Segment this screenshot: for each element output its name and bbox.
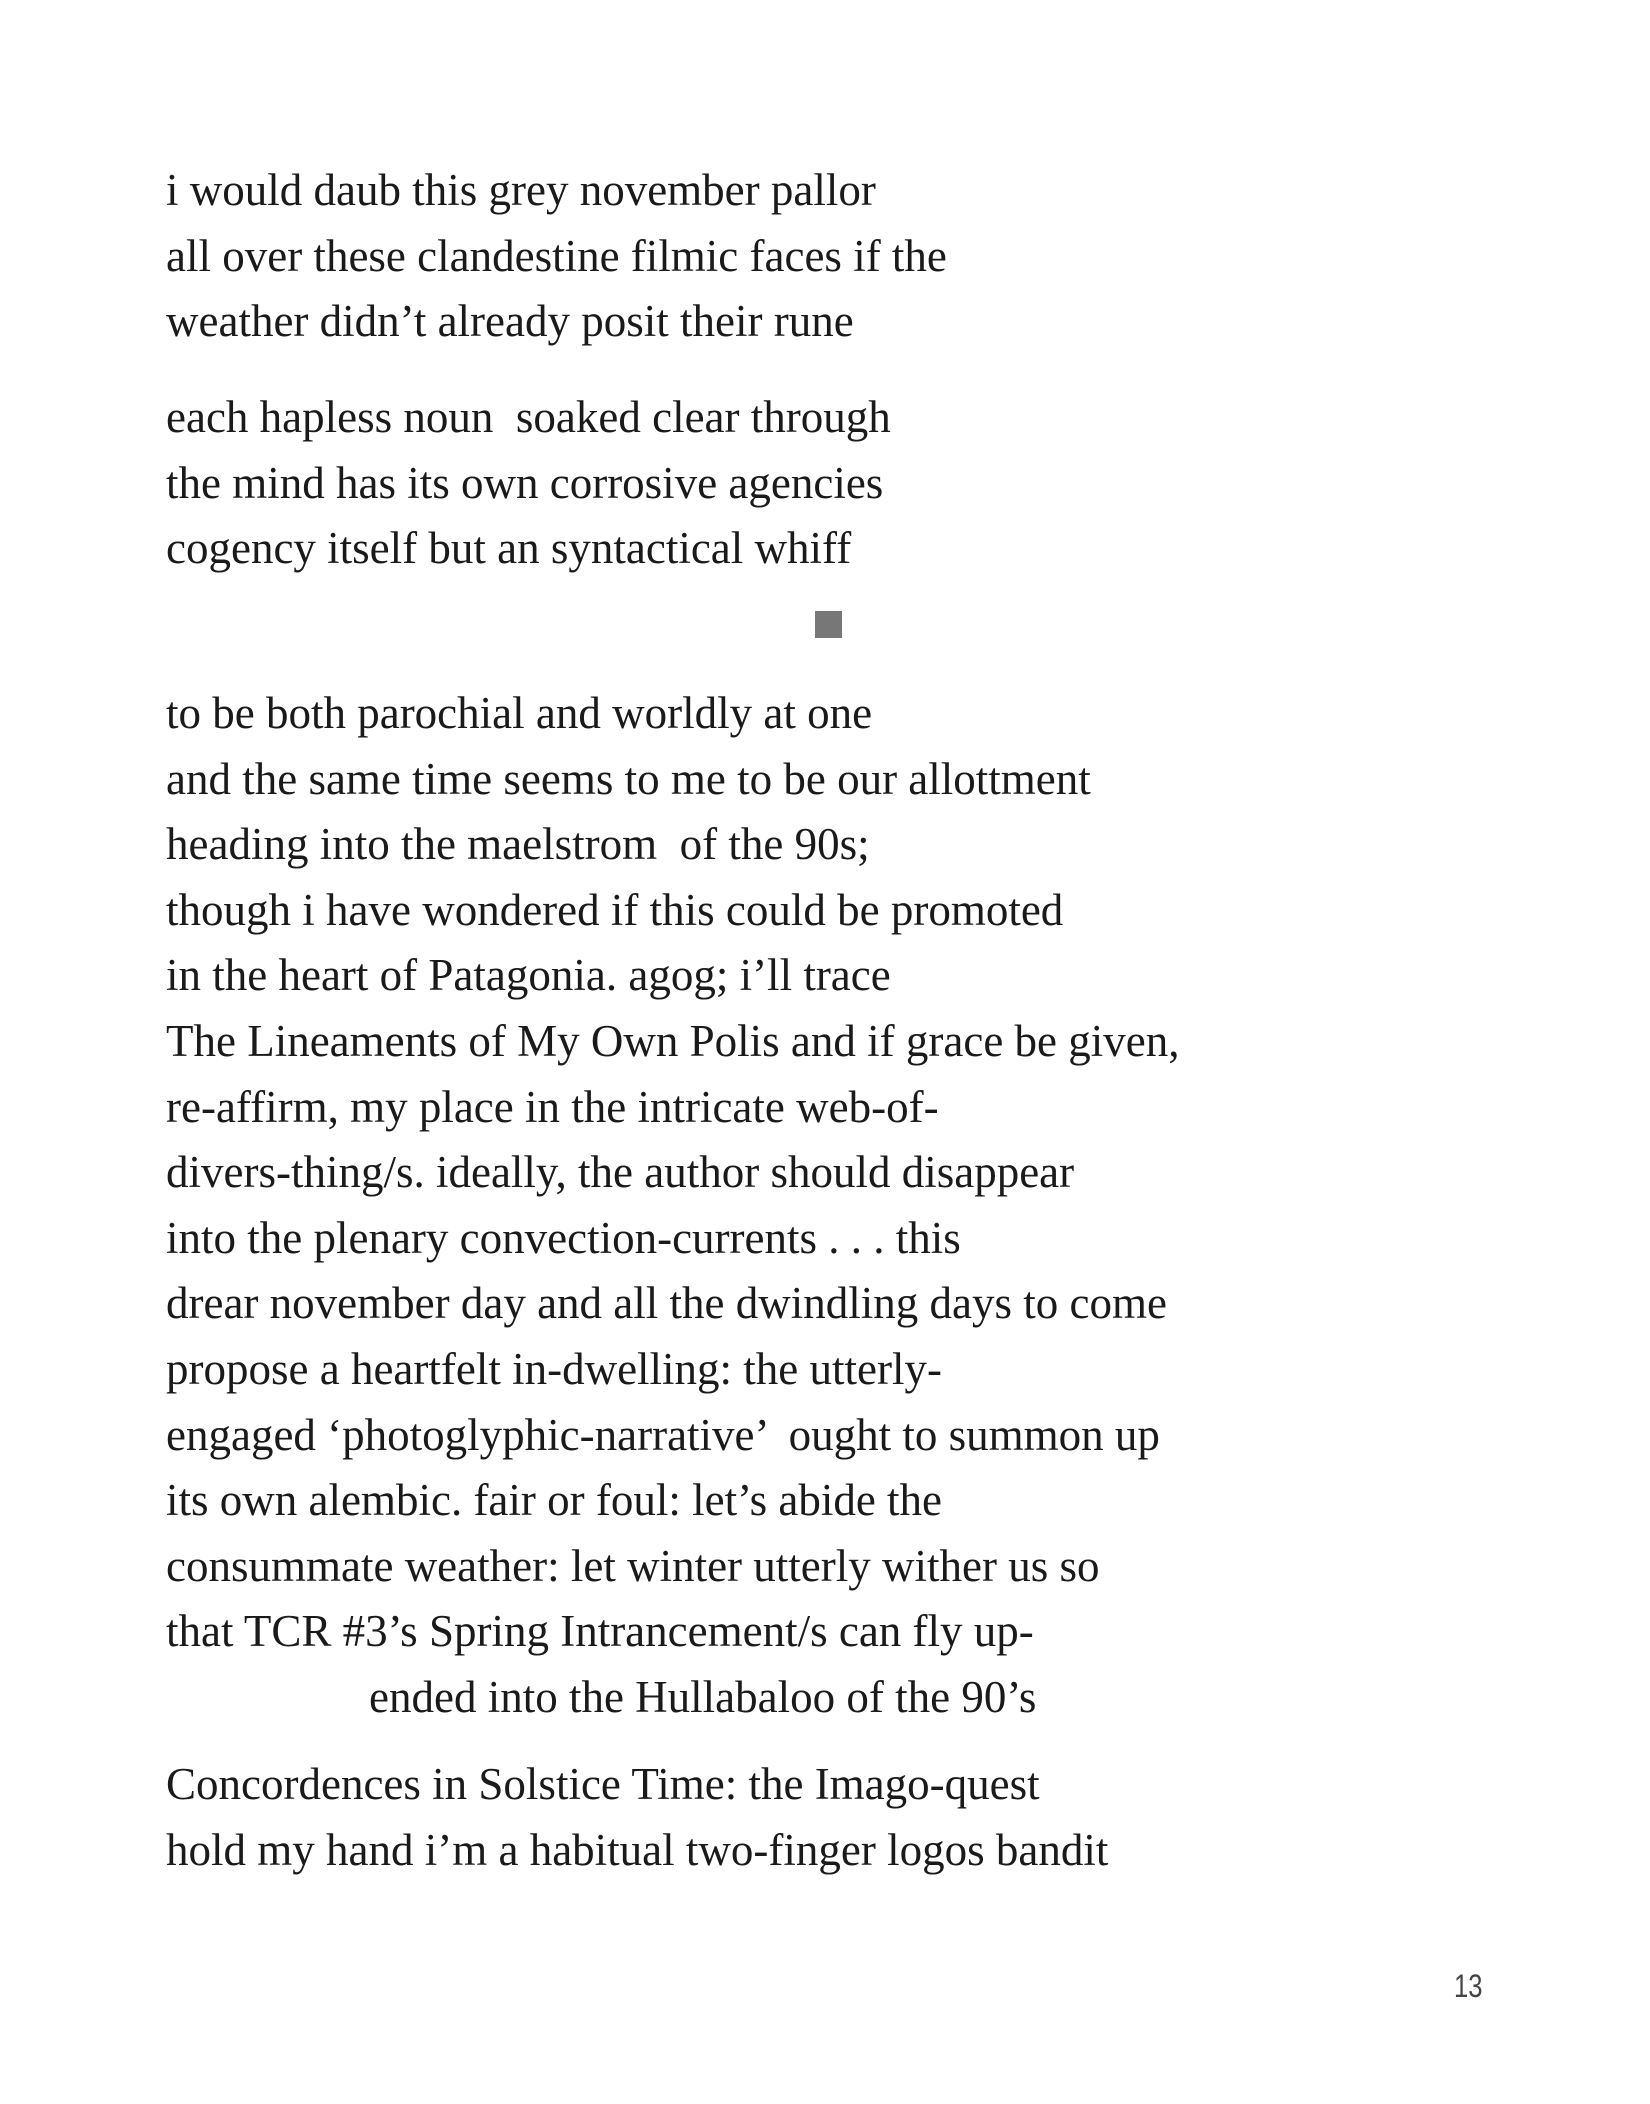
- poem-line: all over these clandestine filmic faces if the: [166, 230, 947, 281]
- page-number: 13: [1454, 1968, 1483, 2004]
- poem-line: though i have wondered if this could be promoted: [166, 884, 1064, 935]
- poem-line: divers-thing/s. ideally, the author should disappear: [166, 1147, 1075, 1198]
- poem-line: The Lineaments of My Own Polis and if grace be given,: [166, 1015, 1180, 1066]
- poem-line: heading into the maelstrom of the 90s;: [166, 819, 870, 870]
- poem-line: its own alembic. fair or foul: let’s abide the: [166, 1475, 943, 1526]
- poem-line: into the plenary convection-currents . . . this: [166, 1212, 961, 1263]
- stanza-4: [166, 1752, 1108, 1883]
- poem-line: Concordences in Solstice Time: the Imago-quest: [166, 1759, 1040, 1809]
- poem-line: engaged ‘photoglyphic-narrative’ ought to summon up: [166, 1409, 1160, 1460]
- poem-line: cogency itself but an syntactical whiff: [166, 523, 852, 574]
- poem-line: the mind has its own corrosive agencies: [166, 457, 884, 508]
- poem-line: re-affirm, my place in the intricate web-of-: [166, 1081, 939, 1132]
- stanza-1: [166, 158, 947, 355]
- poem-line: i would daub this grey november pallor: [166, 165, 876, 215]
- stanza-2: [166, 385, 891, 582]
- section-divider-square: [815, 611, 842, 638]
- poem-line: each hapless noun soaked clear through: [166, 392, 891, 442]
- poem-line: in the heart of Patagonia. agog; i’ll trace: [166, 950, 891, 1001]
- poem-line: weather didn’t already posit their rune: [166, 296, 854, 347]
- stanza-3: [166, 681, 1180, 1731]
- poem-line: to be both parochial and worldly at one: [166, 688, 873, 738]
- poem-line: and the same time seems to me to be our allottment: [166, 753, 1091, 804]
- poem-line: consummate weather: let winter utterly wither us so: [166, 1540, 1100, 1591]
- poem-line: propose a heartfelt in-dwelling: the utterly-: [166, 1343, 942, 1394]
- poem-line: drear november day and all the dwindling days to come: [166, 1278, 1167, 1329]
- poem-line-indented: ended into the Hullabaloo of the 90’s: [369, 1671, 1037, 1722]
- poem-line: that TCR #3’s Spring Intrancement/s can fly up-: [166, 1606, 1034, 1657]
- poem-line: hold my hand i’m a habitual two-finger logos bandit: [166, 1824, 1109, 1875]
